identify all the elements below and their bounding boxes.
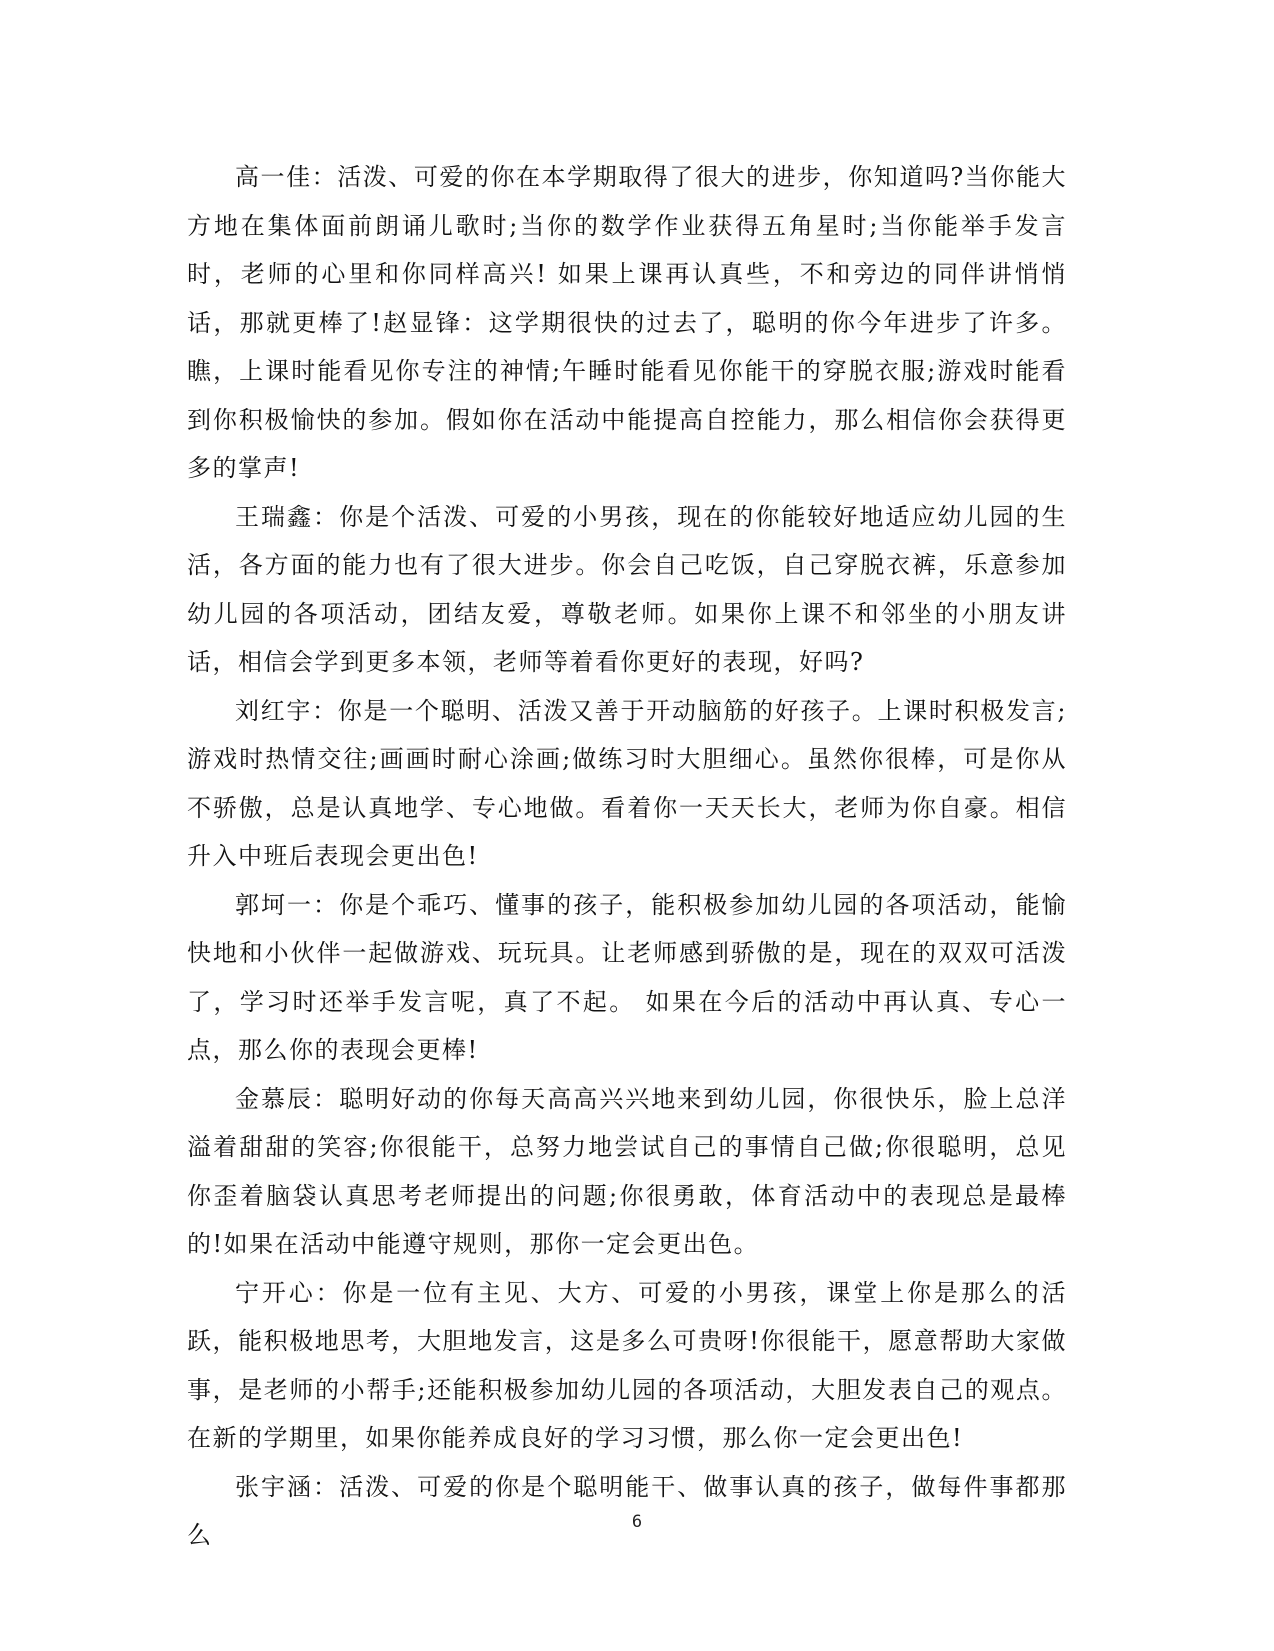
page-number: 6 xyxy=(631,1512,643,1532)
paragraph-zhang-yuhan: 张宇涵：活泼、可爱的你是个聪明能干、做事认真的孩子，做每件事都那么 xyxy=(187,1472,1067,1549)
paragraph-guo-keyi: 郭坷一：你是个乖巧、懂事的孩子，能积极参加幼儿园的各项活动，能愉快地和小伙伴一起做游戏、玩玩具。让老师感到骄傲的是，现在的双双可活泼了，学习时还举手发言呢，真了不起。 如果在今后的活动中再认真、专心一点，那么你的表现会更棒! xyxy=(187,890,1067,1064)
paragraph-wang-ruixin: 王瑞鑫：你是个活泼、可爱的小男孩，现在的你能较好地适应幼儿园的生活，各方面的能力也有了很大进步。你会自己吃饭，自己穿脱衣裤，乐意参加幼儿园的各项活动，团结友爱，尊敬老师。如果你上课不和邻坐的小朋友讲话，相信会学到更多本领，老师等着看你更好的表现，好吗? xyxy=(187,502,1067,676)
paragraph-gao-yijia: 高一佳：活泼、可爱的你在本学期取得了很大的进步，你知道吗?当你能大方地在集体面前朗诵儿歌时;当你的数学作业获得五角星时;当你能举手发言时，老师的心里和你同样高兴! 如果上课再认真些，不和旁边的同伴讲悄悄话，那就更棒了!赵显锋：这学期很快的过去了，聪明的你今年进步了许多。瞧，上课时能看见你专注的神情;午睡时能看见你能干的穿脱衣服;游戏时能看到你积极愉快的参加。假如你在活动中能提高自控能力，那么相信你会获得更多的掌声! xyxy=(187,163,1067,482)
paragraph-ning-kaixin: 宁开心：你是一位有主见、大方、可爱的小男孩，课堂上你是那么的活跃，能积极地思考，大胆地发言，这是多么可贵呀!你很能干，愿意帮助大家做事，是老师的小帮手;还能积极参加幼儿园的各项活动，大胆发表自己的观点。在新的学期里，如果你能养成良好的学习习惯，那么你一定会更出色! xyxy=(187,1278,1067,1452)
paragraph-jin-muchen: 金慕辰：聪明好动的你每天高高兴兴地来到幼儿园，你很快乐，脸上总洋溢着甜甜的笑容;你很能干，总努力地尝试自己的事情自己做;你很聪明，总见你歪着脑袋认真思考老师提出的问题;你很勇敢，体育活动中的表现总是最棒的!如果在活动中能遵守规则，那你一定会更出色。 xyxy=(187,1084,1067,1258)
document-body xyxy=(187,153,1067,1560)
paragraph-liu-hongyu: 刘红宇：你是一个聪明、活泼又善于开动脑筋的好孩子。上课时积极发言;游戏时热情交往;画画时耐心涂画;做练习时大胆细心。虽然你很棒，可是你从不骄傲，总是认真地学、专心地做。看着你一天天长大，老师为你自豪。相信升入中班后表现会更出色! xyxy=(187,696,1067,870)
